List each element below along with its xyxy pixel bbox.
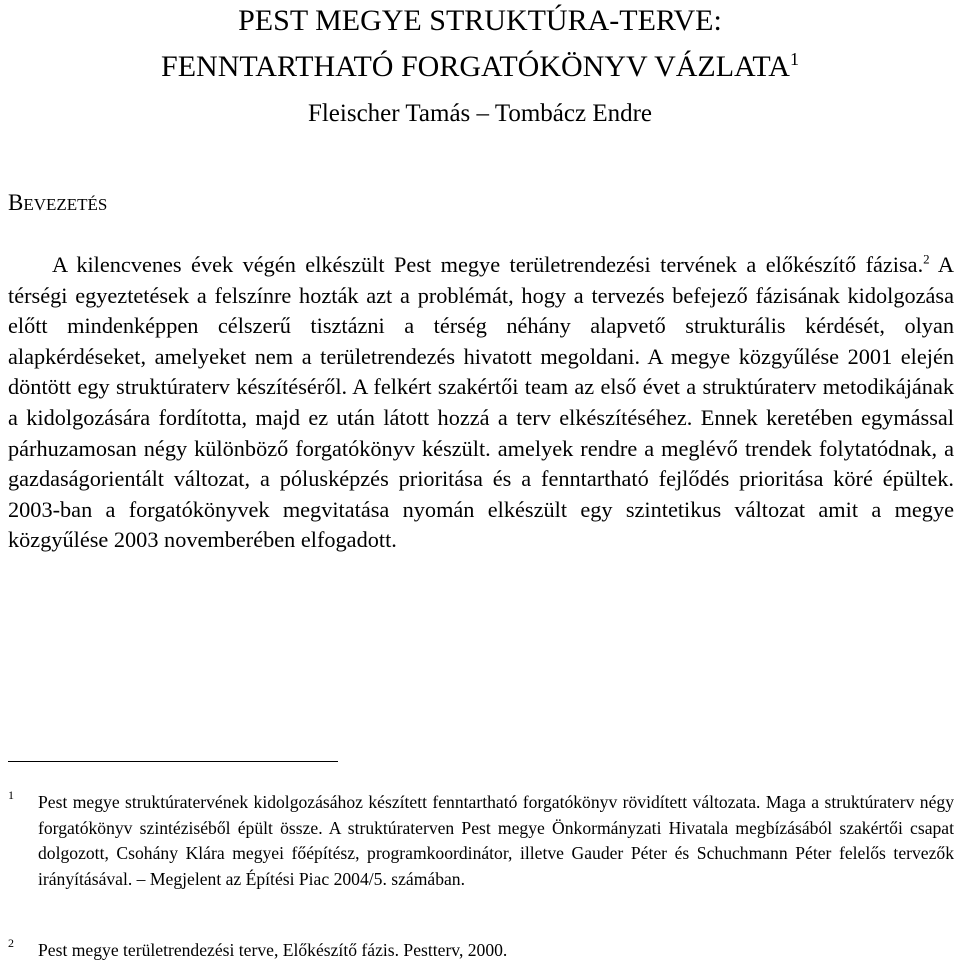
authors: Fleischer Tamás – Tombácz Endre	[307, 100, 653, 127]
paper-title	[0, 2, 960, 86]
body-paragraph	[8, 250, 954, 556]
body-text-part-1: A kilencvenes évek végén elkészült Pest megye területrendezési tervének a előkészítő fázisa.	[52, 252, 924, 277]
title-line-2	[0, 40, 960, 86]
footnote-1-number: 1	[8, 788, 14, 802]
footnote-separator	[8, 761, 338, 762]
section-heading-initial: B	[8, 190, 24, 215]
section-heading	[8, 190, 107, 216]
body-text-part-2: A térségi egyeztetések a felszínre hozták azt a problémát, hogy a tervezés befejező fázisának kidolgozása előtt mindenképpen célszerű tisztázni a térség néhány alapvető strukturális kérdését, olyan alapkérdéseket, amelyeket nem a területrendezés hivatott megoldani. A megye közgyűlése 2001 elején döntött egy struktúraterv készítéséről. A felkért szakértői team az első évet a struktúraterv metodikájának a kidolgozására fordította, majd ez után látott hozzá a terv elkészítéséhez. Ennek keretében egymással párhuzamosan négy különböző forgatókönyv készült. amelyek rendre a meglévő trendek folytatódnak, a gazdaságorientált változat, a pólusképzés prioritása és a fenntartható fejlődés prioritása köré épültek. 2003-ban a forgatókönyvek megvitatása nyomán elkészült egy szintetikus változat amit a megye közgyűlése 2003 novemberében elfogadott.	[8, 252, 954, 553]
title-footnote-ref[interactable]: 1	[789, 49, 799, 69]
body-footnote-ref[interactable]: 2	[923, 251, 930, 267]
section-heading-rest: EVEZETÉS	[23, 195, 108, 214]
title-line-2-text: FENNTARTHATÓ FORGATÓKÖNYV VÁZLATA	[161, 50, 790, 83]
footnote-1-text: Pest megye struktúratervének kidolgozásához készített fenntartható forgatókönyv rövidített változata. Maga a struktúraterv négy forgatókönyv szintéziséből épült össze. A struktúraterven Pest megye Önkormányzati Hivatala megbízásából szakértői csapat dolgozott, Csohány Klára megyei főépítész, programkoordinátor, illetve Gauder Péter és Schuchmann Péter felelős tervezők irányításával. – Megjelent az Építési Piac 2004/5. számában.	[38, 792, 954, 889]
footnote-2	[8, 938, 954, 964]
footnote-2-text: Pest megye területrendezési terve, Előkészítő fázis. Pestterv, 2000.	[38, 940, 508, 960]
title-line-1: PEST MEGYE STRUKTÚRA-TERVE:	[238, 4, 722, 37]
footnote-2-number: 2	[8, 936, 14, 950]
footnote-1	[8, 790, 954, 892]
